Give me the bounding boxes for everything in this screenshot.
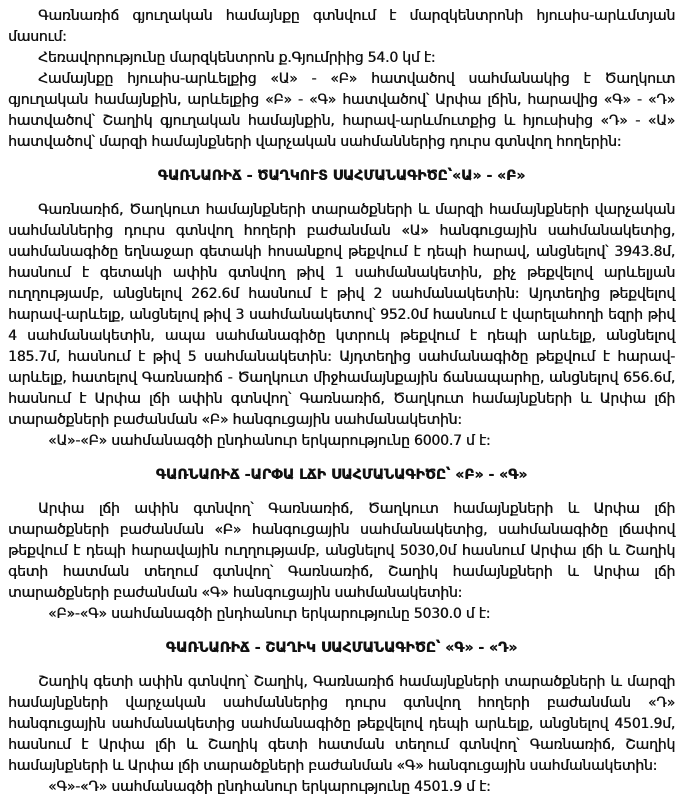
section-body-garnarich-arpa: Արփա լճի ափին գտնվող՝ Գառնառիճ, Ծաղկուտ համայնքների և Արփա լճի տարածքների բաժանման «Բ» հանգուցային սահմանակետից, սահմանագիծը լճափով թեքվում է դեպի հարավային ուղղությամբ, անցնելով 5030,0մ հասնում Արփա լճի և Շաղիկ գետի հատման տեղում գտնվող՝ Գառնառիճ, Շաղիկ համայնքների և Արփա լճի տարածքների բաժանման «Գ» հանգուցային սահմանակետին: (8, 501, 675, 601)
section-body-garnarich-tsaghkut: Գառնառիճ, Ծաղկուտ համայնքների տարածքների և մարզի համայնքների վարչական սահմաններից դուրս գտնվող հողերի բաժանման «Ա» հանգուցային սահմանակետից, սահմանագիծը եղնաջար գետակի հոսանքով թեքվում է դեպի հարավ, անցնելով՝ 3943.8մ, հասնում է գետակի ափին գտնվող թիվ 1 սահմանակետին, քիչ թեքվելով արևելյան ուղղությամբ, անցնելով 262.6մ հասնում է թիվ 2 սահմանակետին: Այդտեղից թեքվելով հարավ-արևելք, անցնելով թիվ 3 սահմանակետով՝ 952.0մ հասնում է վարելահողի եզրի թիվ 4 սահմանակետին, ապա սահմանագիծը կտրուկ թեքվում է դեպի արևելք, անցնելով 185.7մ, հասնում է թիվ 5 սահմանակետին: Այդտեղից սահմանագիծը թեքվում է հարավ-արևելք, հատելով Գառնառիճ - Ծաղկուտ միջհամայնքային ճանապարհը, անցնելով 656.6մ, հասնում է Արփա լճի ափին գտնվող՝ Գառնառիճ, Ծաղկուտ համայնքների և Արփա լճի տարածքների բաժանման «Բ» հանգուցային սահմանակետին: (8, 202, 675, 428)
intro-distance-paragraph: Հեռավորությունը մարզկենտրոն ք.Գյումրիից 54.0 կմ է: (38, 50, 436, 66)
section-heading-garnarich-arpa: ԳԱՌՆԱՌԻՃ -ԱՐՓԱ ԼՃԻ ՍԱՀՄԱՆԱԳԻԾԸ՝ «Բ» - «Գ» (155, 467, 528, 483)
intro-borders-paragraph: Համայնքը հյուսիս-արևելքից «Ա» - «Բ» հատվածով սահմանակից է Ծաղկուտ գյուղական համայնքին, արևելքից «Բ» - «Գ» հատվածով՝ Արփա լճին, հարավից «Գ» - «Դ» հատվածով՝ Շաղիկ գյուղական համայնքին, հարավ-արևմուտքից և հյուսիսից «Դ» - «Ա» հատվածով՝ մարզի համայնքների վարչական սահմաններից դուրս գտնվող հողերին: (8, 71, 675, 150)
intro-location-paragraph: Գառնառիճ գյուղական համայնքը գտնվում է մարզկենտրոնի հյուսիս-արևմտյան մասում: (8, 8, 675, 45)
section-heading-garnarich-tsaghkut: ԳԱՌՆԱՌԻՃ - ԾԱՂԿՈՒՏ ՍԱՀՄԱՆԱԳԻԾԸ՝«Ա» - «Բ» (157, 168, 526, 184)
section-summary-garnarich-tsaghkut: «Ա»-«Բ» սահմանագծի ընդհանուր երկարությունը 6000.7 մ է: (48, 433, 491, 449)
section-summary-garnarich-shaghik: «Գ»-«Դ» սահմանագծի ընդհանուր երկարությունը 4501.9 մ է: (48, 779, 491, 795)
section-body-garnarich-shaghik: Շաղիկ գետի ափին գտնվող՝ Շաղիկ, Գառնառիճ համայնքների տարածքների և մարզի համայնքների վարչական սահմաններից դուրս գտնվող հողերի բաժանման «Դ» հանգուցային սահմանակետից սահմանագիծը թեքվելով դեպի արևելք, անցնելով 4501.9մ, հասնում է Արփա լճի և Շաղիկ գետի հատման տեղում գտնվող՝ Գառնառիճ, Շաղիկ համայնքների և Արփա լճի տարածքների բաժանման «Գ» հանգուցային սահմանակետին: (8, 674, 675, 774)
section-summary-garnarich-arpa: «Բ»-«Գ» սահմանագծի ընդհանուր երկարությունը 5030.0 մ է: (48, 606, 491, 622)
section-heading-garnarich-shaghik: ԳԱՌՆԱՌԻՃ - ՇԱՂԻԿ ՍԱՀՄԱՆԱԳԻԾԸ՝ «Գ» - «Դ» (165, 640, 518, 656)
